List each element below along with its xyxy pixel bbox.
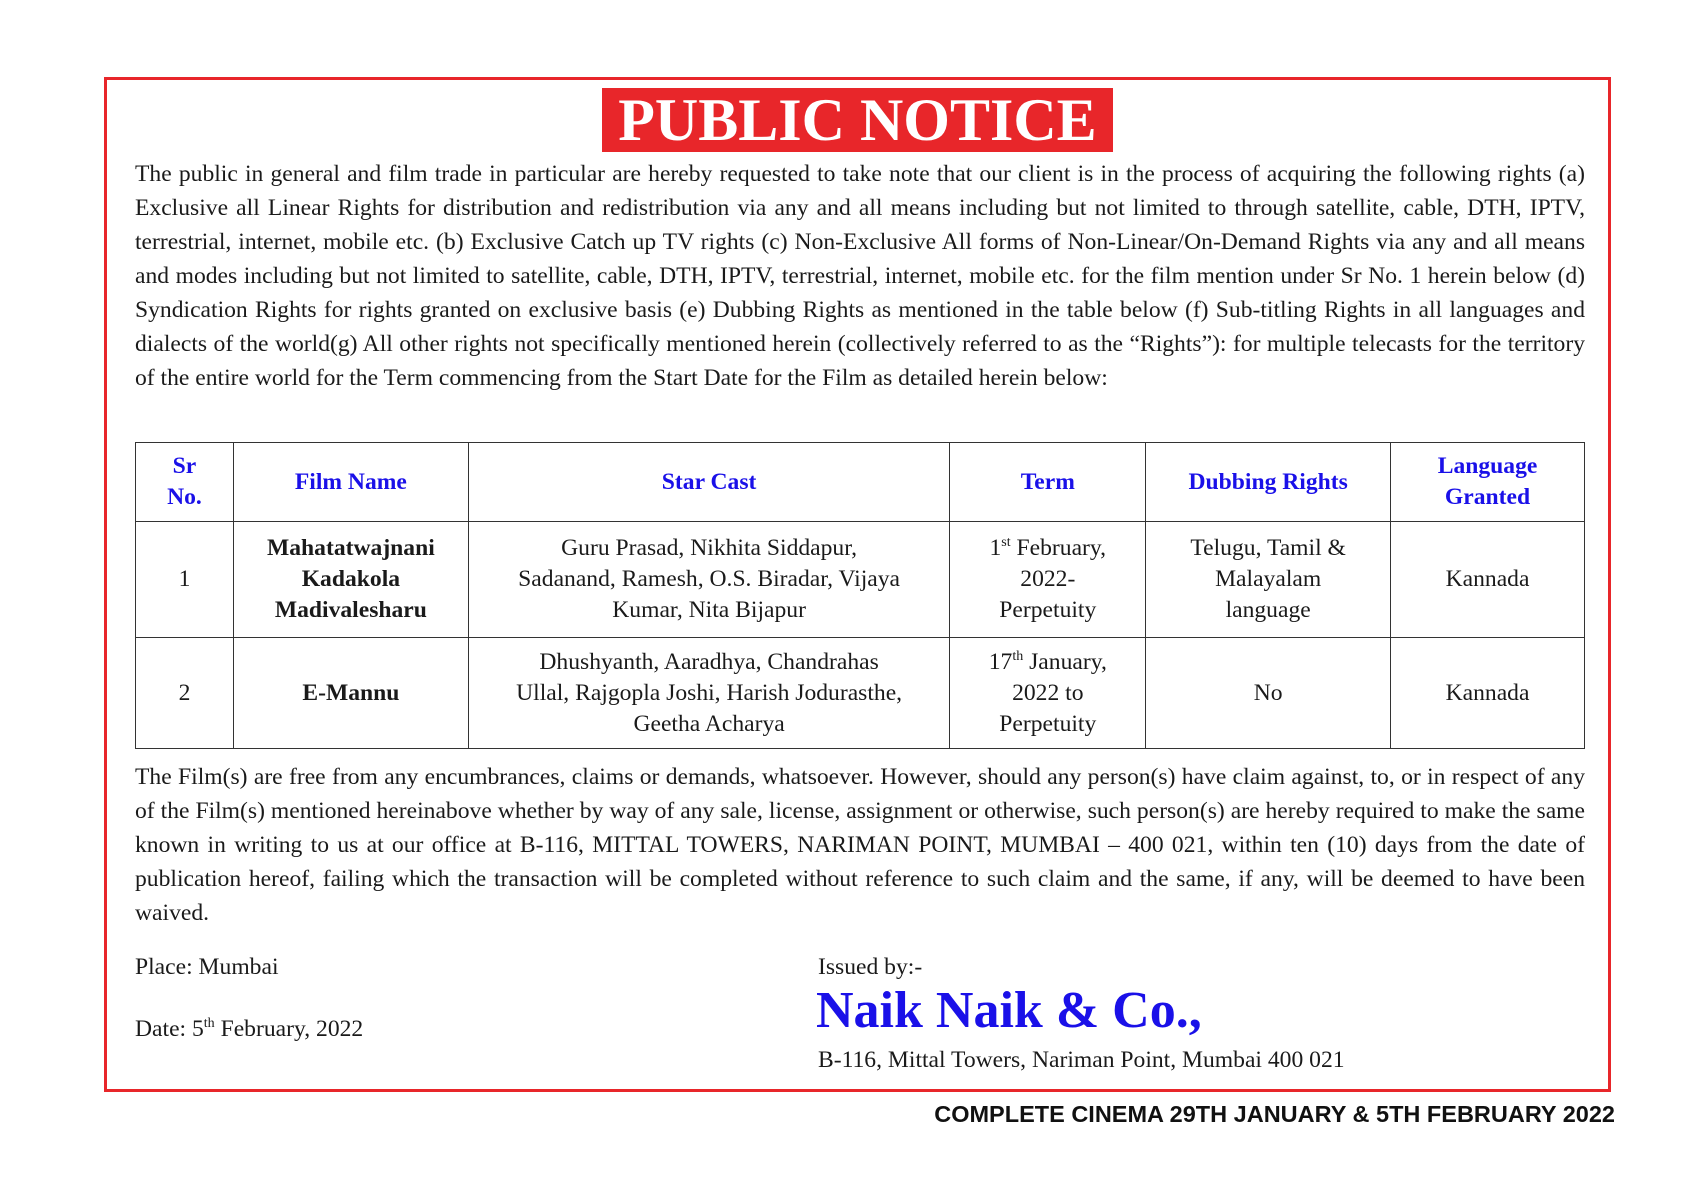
closing-paragraph: The Film(s) are free from any encumbrances, claims or demands, whatsoever. However, should any person(s) have claim against, to, or in respect of any of the Film(s) mentioned hereinabove whether by way of any sale, license, assignment or otherwise, such person(s) are hereby required to make the same known in writing to us at our office at B-116, MITTAL TOWERS, NARIMAN POINT, MUMBAI – 400 021, within ten (10) days from the date of publication hereof, failing which the transaction will be completed without reference to such claim and the same, if any, will be deemed to have been waived.: [135, 764, 1585, 926]
header-star-cast: Star Cast: [468, 443, 950, 522]
rights-table: [135, 442, 1585, 749]
cell-film-name: E-Mannu: [233, 638, 468, 749]
firm-name: Naik Naik & Co.,: [816, 982, 1202, 1039]
notice-title: PUBLIC NOTICE: [602, 88, 1112, 152]
cell-sr: 1: [136, 522, 234, 638]
cell-dubbing-rights: Telugu, Tamil & Malayalam language: [1146, 522, 1391, 638]
cell-film-name: Mahatatwajnani Kadakola Madivalesharu: [233, 522, 468, 638]
title-banner: [107, 88, 1608, 152]
table-row: [136, 638, 1585, 749]
header-term: Term: [950, 443, 1146, 522]
firm-address: B-116, Mittal Towers, Nariman Point, Mumbai 400 021: [818, 1047, 1345, 1073]
cell-term: 1st February, 2022- Perpetuity: [950, 522, 1146, 638]
cell-term: 17th January, 2022 to Perpetuity: [950, 638, 1146, 749]
header-dubbing-rights: Dubbing Rights: [1146, 443, 1391, 522]
header-film-name: Film Name: [233, 443, 468, 522]
notice-border: [104, 77, 1611, 1092]
date-line: Date: 5th February, 2022: [135, 1016, 364, 1042]
table-row: [136, 522, 1585, 638]
cell-star-cast: Guru Prasad, Nikhita Siddapur, Sadanand, Ramesh, O.S. Biradar, Vijaya Kumar, Nita Bijapur: [468, 522, 950, 638]
cell-language: Kannada: [1391, 522, 1585, 638]
header-sr-no: Sr No.: [136, 443, 234, 522]
cell-star-cast: Dhushyanth, Aaradhya, Chandrahas Ullal, Rajgopla Joshi, Harish Jodurasthe, Geetha Acharya: [468, 638, 950, 749]
table-header-row: [136, 443, 1585, 522]
cell-language: Kannada: [1391, 638, 1585, 749]
place-line: Place: Mumbai: [135, 954, 279, 980]
intro-paragraph: The public in general and film trade in particular are hereby requested to take note that our client is in the process of acquiring the following rights (a) Exclusive all Linear Rights for distribution and redistribution via any and all means including but not limited to through satellite, cable, DTH, IPTV, terrestrial, internet, mobile etc. (b) Exclusive Catch up TV rights (c) Non-Exclusive All forms of Non-Linear/On-Demand Rights via any and all means and modes including but not limited to satellite, cable, DTH, IPTV, terrestrial, internet, mobile etc. for the film mention under Sr No. 1 herein below (d) Syndication Rights for rights granted on exclusive basis (e) Dubbing Rights as mentioned in the table below (f) Sub-titling Rights in all languages and dialects of the world(g) All other rights not specifically mentioned herein (collectively referred to as the “Rights”): for multiple telecasts for the territory of the entire world for the Term commencing from the Start Date for the Film as detailed herein below:: [135, 161, 1585, 391]
cell-dubbing-rights: No: [1146, 638, 1391, 749]
cell-sr: 2: [136, 638, 234, 749]
issued-by-label: Issued by:-: [818, 954, 923, 980]
header-language-granted: Language Granted: [1391, 443, 1585, 522]
publication-footer: COMPLETE CINEMA 29TH JANUARY & 5TH FEBRUARY 2022: [934, 1101, 1615, 1127]
